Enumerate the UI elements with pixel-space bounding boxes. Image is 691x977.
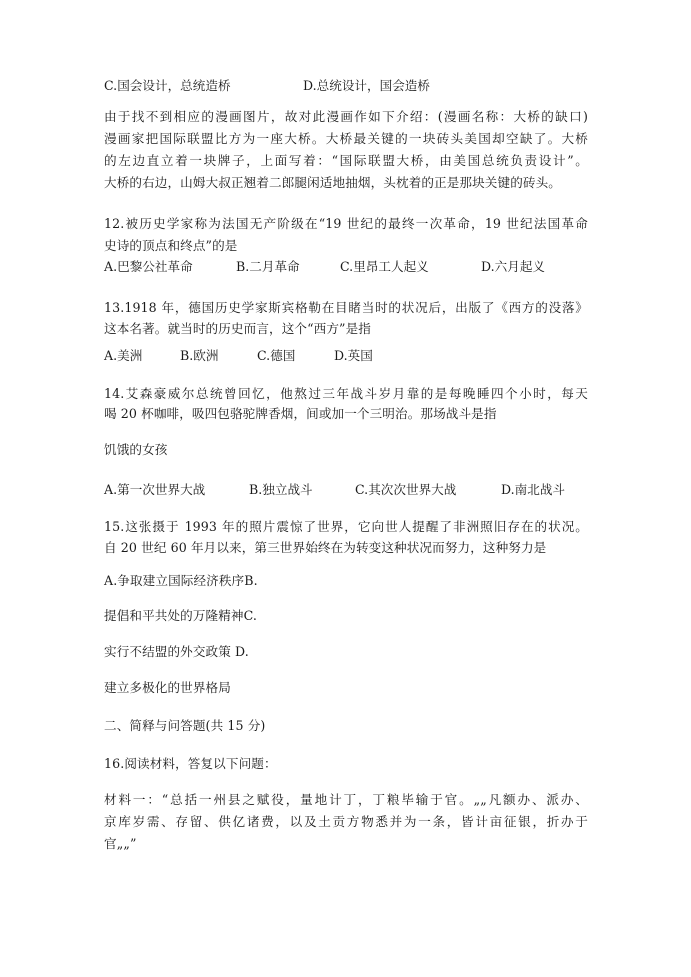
q11-option-d: D.总统设计，国会造桥 bbox=[303, 78, 430, 93]
q15-stem-line: 15.这张摄于 1993 年的照片震惊了世界，它向世人提醒了非洲照旧存在的状况。 bbox=[104, 519, 588, 534]
q13-stem-line: 这本名著。就当时的历史而言，这个“西方”是指 bbox=[104, 321, 371, 336]
q16-material-line: 材料一：“总括一州县之赋役，量地计丁，丁粮毕输于官。„„凡额办、派办、 bbox=[104, 792, 588, 807]
q11-note-line: 大桥的右边，山姆大叔正翘着二郎腿闲适地抽烟，头枕着的正是那块关键的砖头。 bbox=[104, 175, 561, 190]
q13-stem-line: 13.1918 年，德国历史学家斯宾格勒在目睹当时的状况后，出版了《西方的没落》 bbox=[104, 300, 588, 315]
q13-option-a: A.美洲 bbox=[104, 348, 143, 363]
q15-option-line: 建立多极化的世界格局 bbox=[104, 680, 231, 695]
q13-option-c: C.德国 bbox=[257, 348, 296, 363]
q14-image-caption: 饥饿的女孩 bbox=[104, 442, 168, 457]
q11-note-line: 由于找不到相应的漫画图片，故对此漫画作如下介绍：(漫画名称：大桥的缺口) bbox=[104, 109, 588, 124]
q14-option-a: A.第一次世界大战 bbox=[104, 482, 206, 497]
q14-option-b: B.独立战斗 bbox=[249, 482, 313, 497]
q15-option-line: 实行不结盟的外交政策 D. bbox=[104, 644, 249, 659]
q15-stem-line: 自 20 世纪 60 年月以来，第三世界始终在为转变这种状况而努力，这种努力是 bbox=[104, 540, 547, 555]
q16-material-line: 京库岁需、存留、供亿诸费，以及土贡方物悉并为一条，皆计亩征银，折办于 bbox=[104, 814, 588, 829]
q15-option-line: 提倡和平共处的万隆精神C. bbox=[104, 608, 258, 623]
q14-stem-line: 14.艾森豪威尔总统曾回忆，他熬过三年战斗岁月靠的是每晚睡四个小时，每天 bbox=[104, 386, 588, 401]
q11-note-line: 漫画家把国际联盟比方为一座大桥。大桥最关键的一块砖头美国却空缺了。大桥 bbox=[104, 131, 588, 146]
q14-stem-line: 喝 20 杯咖啡，吸四包骆驼牌香烟，间或加一个三明治。那场战斗是指 bbox=[104, 406, 497, 421]
q12-option-d: D.六月起义 bbox=[481, 259, 546, 274]
q12-option-b: B.二月革命 bbox=[236, 259, 300, 274]
q12-option-a: A.巴黎公社革命 bbox=[104, 259, 193, 274]
q15-option-line: A.争取建立国际经济秩序B. bbox=[104, 573, 258, 588]
q12-option-c: C.里昂工人起义 bbox=[340, 259, 429, 274]
q11-option-c: C.国会设计，总统造桥 bbox=[104, 78, 231, 93]
q16-stem: 16.阅读材料，答复以下问题： bbox=[104, 756, 277, 771]
q16-material-line: 官„„” bbox=[104, 836, 137, 851]
section-heading: 二、简释与问答题(共 15 分) bbox=[104, 718, 266, 733]
q11-note-line: 的左边直立着一块牌子，上面写着：“国际联盟大桥，由美国总统负责设计”。 bbox=[104, 153, 588, 168]
q13-option-b: B.欧洲 bbox=[180, 348, 219, 363]
q13-option-d: D.英国 bbox=[334, 348, 373, 363]
q12-stem-line: 12.被历史学家称为法国无产阶级在“19 世纪的最终一次革命，19 世纪法国革命 bbox=[104, 216, 588, 231]
q14-option-d: D.南北战斗 bbox=[501, 482, 566, 497]
q12-stem-line: 史诗的顶点和终点”的是 bbox=[104, 238, 238, 253]
q14-option-c: C.其次次世界大战 bbox=[355, 482, 457, 497]
